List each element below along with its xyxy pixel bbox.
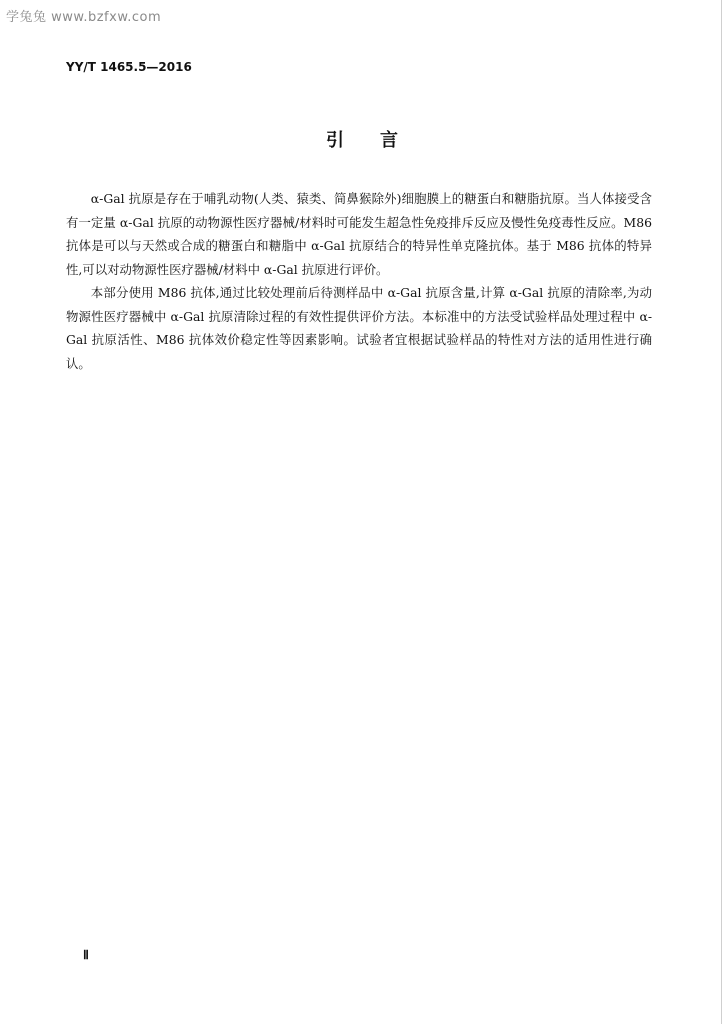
page-number: Ⅱ	[83, 948, 89, 962]
paragraph-2: 本部分使用 M86 抗体,通过比较处理前后待测样品中 α-Gal 抗原含量,计算 α-Gal 抗原的清除率,为动物源性医疗器械中 α-Gal 抗原清除过程的有效性提供评价方法。本标准中的方法受试验样品处理过程中 α-Gal 抗原活性、M86 抗体效价稳定性等因素影响。试验者宜根据试验样品的特性对方法的适用性进行确认。	[66, 285, 652, 371]
watermark: 学兔兔 www.bzfxw.com	[6, 10, 162, 25]
page-edge	[721, 0, 722, 1024]
document-body	[66, 187, 652, 375]
standard-code-header: YY/T 1465.5—2016	[66, 60, 192, 74]
paragraph-1: α-Gal 抗原是存在于哺乳动物(人类、猿类、简鼻猴除外)细胞膜上的糖蛋白和糖脂抗原。当人体接受含有一定量 α-Gal 抗原的动物源性医疗器械/材料时可能发生超急性免疫排斥反应及慢性免疫毒性反应。M86 抗体是可以与天然或合成的糖蛋白和糖脂中 α-Gal 抗原结合的特异性单克隆抗体。基于 M86 抗体的特异性,可以对动物源性医疗器械/材料中 α-Gal 抗原进行评价。	[66, 191, 652, 277]
page-title: 引言	[326, 130, 434, 151]
